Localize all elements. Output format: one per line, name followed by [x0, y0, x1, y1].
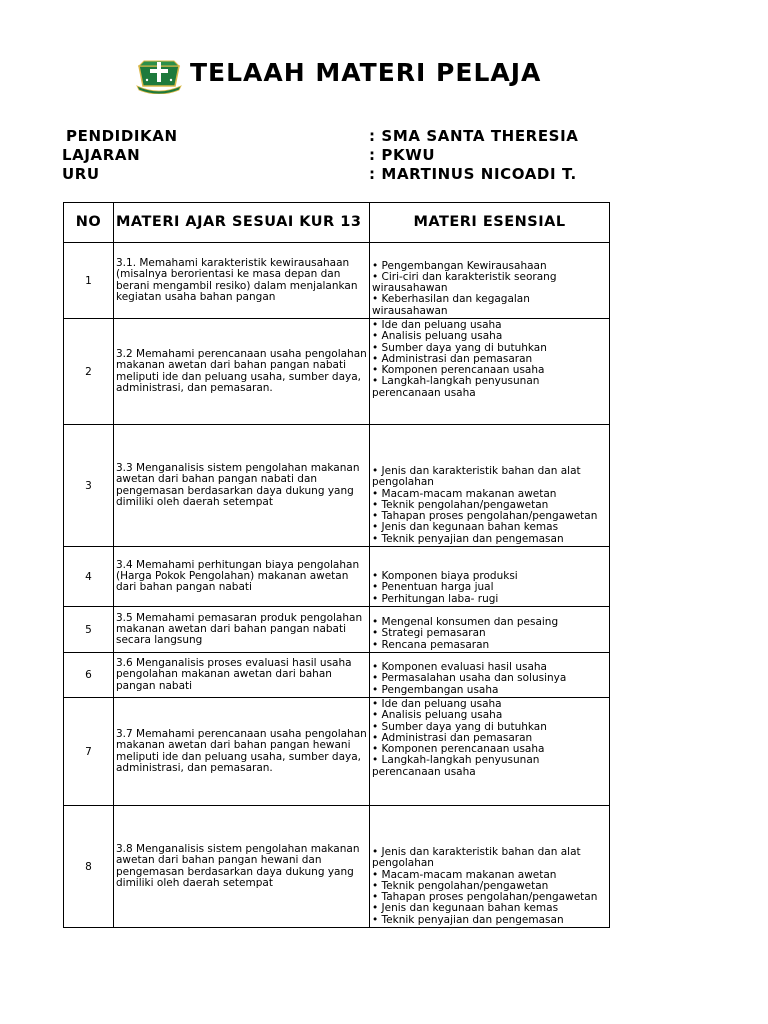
table-row [64, 319, 610, 425]
esensial-item: • Jenis dan kegunaan bahan kemas [372, 902, 559, 915]
materi-cell: 3.8 Menganalisis sistem pengolahan makanan awetan dari bahan pangan hewani dan pengemasan berdasarkan daya dukung yang dimiliki oleh daerah setempat [114, 806, 370, 928]
esensial-item: • Pengembangan usaha [372, 683, 499, 696]
row-number: 6 [64, 653, 114, 698]
esensial-item: • Sumber daya yang di butuhkan [372, 341, 547, 354]
info-label: PENDIDIKAN [66, 127, 178, 145]
table-row [64, 547, 610, 607]
esensial-item: • Keberhasilan dan kegagalan wirausahawan [372, 293, 530, 317]
info-label: LAJARAN [62, 146, 141, 164]
esensial-item: • Administrasi dan pemasaran [372, 731, 533, 744]
esensial-cell [370, 607, 610, 653]
esensial-item: • Pengembangan Kewirausahaan [372, 259, 547, 272]
esensial-item: • Penentuan harga jual [372, 581, 494, 594]
info-label: URU [62, 165, 100, 183]
esensial-item: • Jenis dan karakteristik bahan dan alat pengolahan [372, 845, 581, 870]
row-number: 2 [64, 319, 114, 425]
esensial-item: • Administrasi dan pemasaran [372, 352, 533, 365]
materi-cell: 3.2 Memahami perencanaan usaha pengolahan makanan awetan dari bahan pangan nabati meliputi ide dan peluang usaha, sumber daya, administrasi, dan pemasaran. [114, 319, 370, 425]
header-no: NO [64, 203, 114, 243]
info-row-mapel [0, 145, 620, 165]
esensial-item: • Tahapan proses pengolahan/pengawetan [372, 891, 598, 904]
esensial-item: • Analisis peluang usaha [372, 330, 503, 343]
esensial-item: • Teknik pengolahan/pengawetan [372, 879, 549, 892]
esensial-item: • Komponen evaluasi hasil usaha [372, 661, 547, 674]
esensial-item: • Langkah-langkah penyusunan perencanaan usaha [372, 754, 540, 778]
esensial-cell [370, 653, 610, 698]
esensial-item: • Ciri-ciri dan karakteristik seorang wirausahawan [372, 270, 557, 295]
esensial-item: • Ide dan peluang usaha [372, 319, 502, 331]
materi-cell: 3.1. Memahami karakteristik kewirausahaan (misalnya berorientasi ke masa depan dan berani mengambil resiko) dalam menjalankan kegiatan usaha bahan pangan [114, 243, 370, 319]
esensial-item: • Langkah-langkah penyusunan perencanaan usaha [372, 375, 540, 399]
row-number: 4 [64, 547, 114, 607]
esensial-item: • Macam-macam makanan awetan [372, 868, 557, 881]
esensial-item: • Jenis dan karakteristik bahan dan alat pengolahan [372, 464, 581, 489]
row-number: 7 [64, 698, 114, 806]
info-row-guru [0, 164, 620, 184]
esensial-item: • Komponen perencanaan usaha [372, 364, 545, 377]
esensial-item: • Komponen biaya produksi [372, 570, 518, 583]
school-logo-icon [135, 52, 183, 94]
info-value: : SMA SANTA THERESIA [369, 127, 579, 145]
row-number: 1 [64, 243, 114, 319]
document-title: TELAAH MATERI PELAJA [190, 58, 542, 87]
materi-cell: 3.6 Menganalisis proses evaluasi hasil usaha pengolahan makanan awetan dari bahan pangan nabati [114, 653, 370, 698]
esensial-item: • Sumber daya yang di butuhkan [372, 720, 547, 733]
esensial-item: • Perhitungan laba- rugi [372, 592, 499, 605]
table-row [64, 653, 610, 698]
header-materi: MATERI AJAR SESUAI KUR 13 [114, 203, 370, 243]
table-row [64, 607, 610, 653]
header-esensial: MATERI ESENSIAL [370, 203, 610, 243]
table-header-row [64, 203, 610, 243]
materi-cell: 3.4 Memahami perhitungan biaya pengolahan (Harga Pokok Pengolahan) makanan awetan dari bahan pangan nabati [114, 547, 370, 607]
table-row [64, 243, 610, 319]
table-row [64, 806, 610, 928]
esensial-cell [370, 698, 610, 806]
esensial-cell [370, 319, 610, 425]
esensial-item: • Teknik penyajian dan pengemasan [372, 913, 564, 926]
esensial-item: • Tahapan proses pengolahan/pengawetan [372, 510, 598, 523]
materi-cell: 3.7 Memahami perencanaan usaha pengolahan makanan awetan dari bahan pangan hewani meliputi ide dan peluang usaha, sumber daya, administrasi, dan pemasaran. [114, 698, 370, 806]
materi-table [63, 202, 610, 928]
info-value: : PKWU [369, 146, 436, 164]
esensial-item: • Komponen perencanaan usaha [372, 743, 545, 756]
row-number: 8 [64, 806, 114, 928]
esensial-item: • Strategi pemasaran [372, 627, 486, 640]
esensial-cell [370, 806, 610, 928]
row-number: 3 [64, 425, 114, 547]
esensial-item: • Rencana pemasaran [372, 638, 490, 651]
esensial-item: • Teknik pengolahan/pengawetan [372, 498, 549, 511]
info-value: : MARTINUS NICOADI T. [369, 165, 577, 183]
esensial-item: • Ide dan peluang usaha [372, 698, 502, 710]
info-row-jenjang [0, 126, 620, 146]
esensial-item: • Teknik penyajian dan pengemasan [372, 532, 564, 545]
esensial-item: • Mengenal konsumen dan pesaing [372, 616, 559, 629]
row-number: 5 [64, 607, 114, 653]
esensial-item: • Macam-macam makanan awetan [372, 487, 557, 500]
esensial-item: • Analisis peluang usaha [372, 709, 503, 722]
esensial-cell [370, 425, 610, 547]
esensial-cell [370, 547, 610, 607]
esensial-item: • Permasalahan usaha dan solusinya [372, 672, 567, 685]
materi-cell: 3.3 Menganalisis sistem pengolahan makanan awetan dari bahan pangan nabati dan pengemasan berdasarkan daya dukung yang dimiliki oleh daerah setempat [114, 425, 370, 547]
esensial-item: • Jenis dan kegunaan bahan kemas [372, 521, 559, 534]
materi-cell: 3.5 Memahami pemasaran produk pengolahan makanan awetan dari bahan pangan nabati secara langsung [114, 607, 370, 653]
table-row [64, 425, 610, 547]
esensial-cell [370, 243, 610, 319]
table-row [64, 698, 610, 806]
